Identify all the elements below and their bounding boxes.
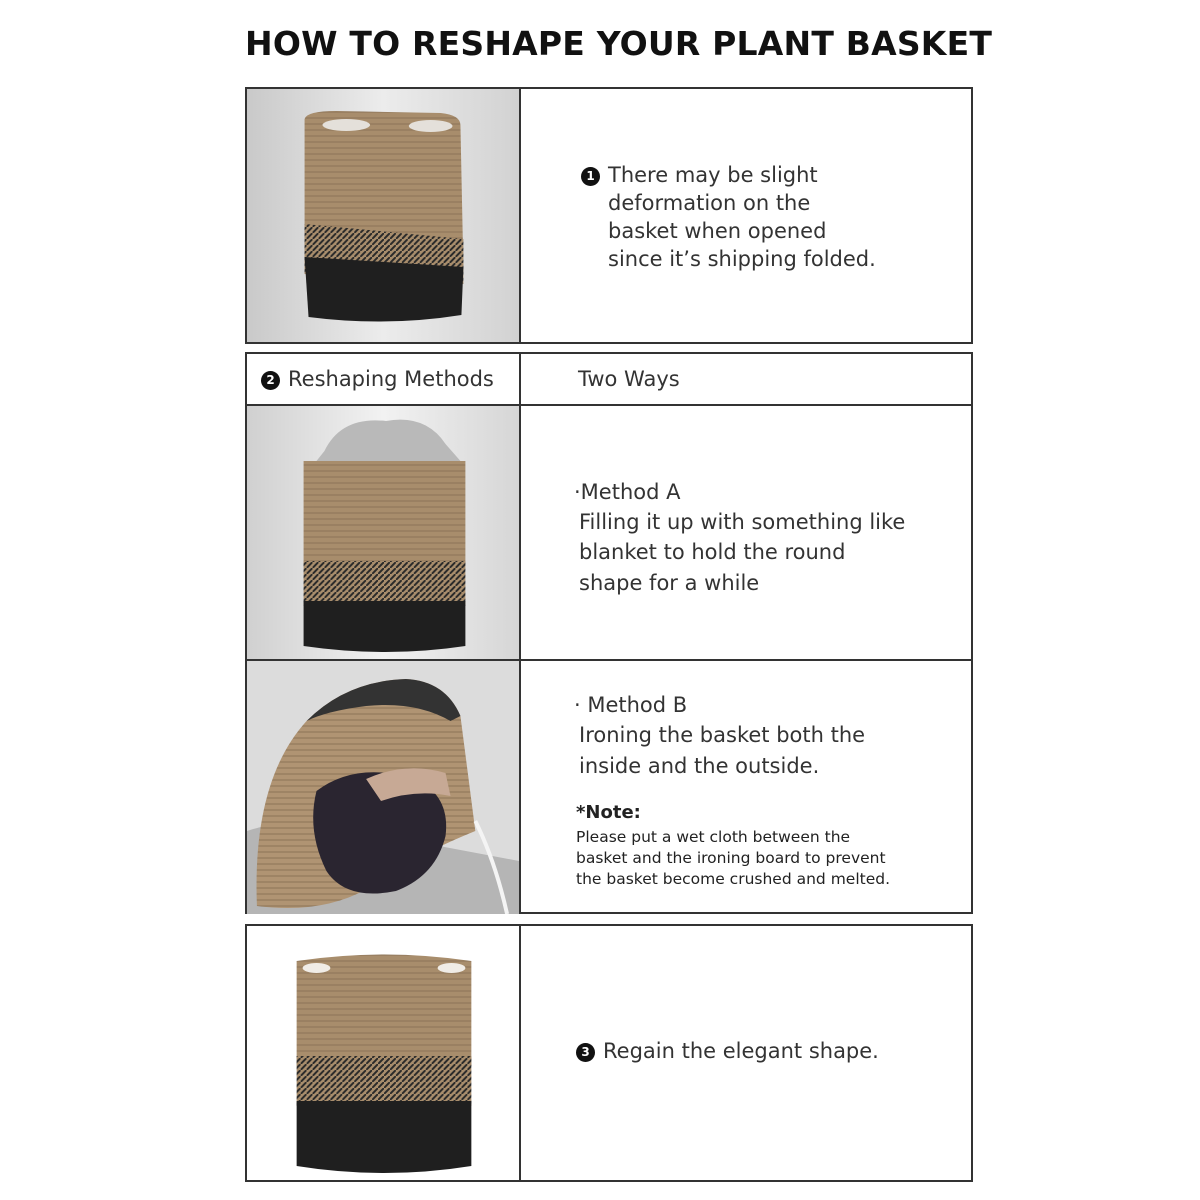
step-1-text — [521, 89, 971, 342]
method-a-line-3: shape for a while — [579, 571, 760, 595]
method-a-line-1: Filling it up with something like — [579, 510, 906, 534]
step-1-number-icon: 1 — [581, 167, 600, 186]
note-line-3: the basket become crushed and melted. — [576, 870, 891, 888]
page-title: HOW TO RESHAPE YOUR PLANT BASKET — [245, 24, 993, 63]
note-title: *Note: — [576, 802, 641, 823]
method-a-title: ·Method A — [574, 480, 681, 504]
step-3-line: Regain the elegant shape. — [603, 1039, 879, 1063]
step-3-box — [245, 924, 973, 1182]
method-a-text — [521, 406, 971, 659]
step-1-line-4: since it’s shipping folded. — [608, 247, 876, 271]
step-2-box — [245, 352, 973, 914]
two-ways-label: Two Ways — [578, 367, 680, 391]
step-3-number-icon: 3 — [576, 1043, 595, 1062]
step-3-text — [521, 926, 971, 1180]
note-line-2: basket and the ironing board to prevent — [576, 849, 886, 867]
method-a-line-2: blanket to hold the round — [579, 540, 846, 564]
reshaping-methods-header — [247, 354, 971, 406]
ironing-basket-photo — [247, 661, 521, 914]
step-1-box — [245, 87, 973, 344]
step-2-number-icon: 2 — [261, 371, 280, 390]
step-1-line-3: basket when opened — [608, 219, 827, 243]
reshaping-methods-label: Reshaping Methods — [288, 367, 494, 391]
method-b-title: · Method B — [574, 693, 688, 717]
method-b-line-1: Ironing the basket both the — [579, 723, 866, 747]
reshaped-basket-photo — [247, 926, 521, 1180]
folded-basket-photo — [247, 89, 521, 342]
step-1-line-1: There may be slight — [608, 163, 818, 187]
reshaping-methods-label-cell — [247, 354, 521, 404]
method-b-line-2: inside and the outside. — [579, 754, 820, 778]
step-1-line-2: deformation on the — [608, 191, 811, 215]
filled-basket-photo — [247, 406, 521, 659]
note-line-1: Please put a wet cloth between the — [576, 828, 851, 846]
method-b-text — [521, 661, 971, 914]
